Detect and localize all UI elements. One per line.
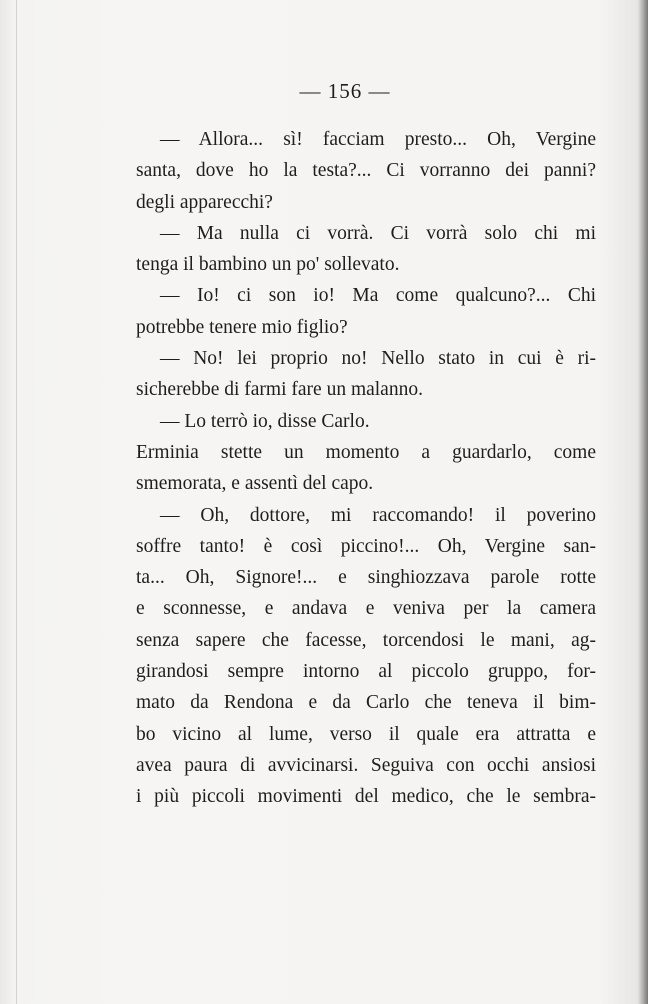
text-line: i più piccoli movimenti del medico, che le sembra- (136, 786, 596, 808)
text-line: santa, dove ho la testa?... Ci vorranno dei panni? (136, 160, 596, 182)
text-line: — No! lei proprio no! Nello stato in cui è ri- (160, 348, 596, 370)
text-line: degli apparecchi? (136, 191, 273, 213)
text-line: — Lo terrò io, disse Carlo. (160, 410, 370, 432)
text-line: avea paura di avvicinarsi. Seguiva con occhi ansiosi (136, 754, 596, 776)
page-number: — 156 — (299, 79, 391, 103)
text-line: mato da Rendona e da Carlo che teneva il bim- (136, 692, 596, 714)
text-line: ta... Oh, Signore!... e singhiozzava parole rotte (136, 567, 596, 589)
text-line: bo vicino al lume, verso il quale era attratta e (136, 723, 596, 745)
gutter-shadow-line (16, 0, 17, 1004)
text-line: Erminia stette un momento a guardarlo, come (136, 441, 596, 463)
text-line: — Oh, dottore, mi raccomando! il poverino (160, 504, 596, 526)
text-line: potrebbe tenere mio figlio? (136, 316, 348, 338)
text-line: senza sapere che facesse, torcendosi le mani, ag- (136, 629, 596, 651)
text-line: — Allora... sì! facciam presto... Oh, Vergine (160, 129, 596, 150)
text-line: soffre tanto! è così piccino!... Oh, Vergine san- (136, 535, 596, 557)
text-line: sicherebbe di farmi fare un malanno. (136, 379, 423, 401)
text-line: — Io! ci son io! Ma come qualcuno?... Chi (160, 285, 596, 307)
page-edge-shadow (638, 0, 648, 1004)
text-line: girandosi sempre intorno al piccolo gruppo, for- (136, 661, 596, 683)
text-line: smemorata, e assentì del capo. (136, 473, 374, 495)
text-line: tenga il bambino un po' sollevato. (136, 254, 400, 276)
text-line: e sconnesse, e andava e veniva per la camera (136, 598, 596, 620)
text-line: — Ma nulla ci vorrà. Ci vorrà solo chi mi (160, 222, 596, 244)
body-text (136, 124, 596, 813)
